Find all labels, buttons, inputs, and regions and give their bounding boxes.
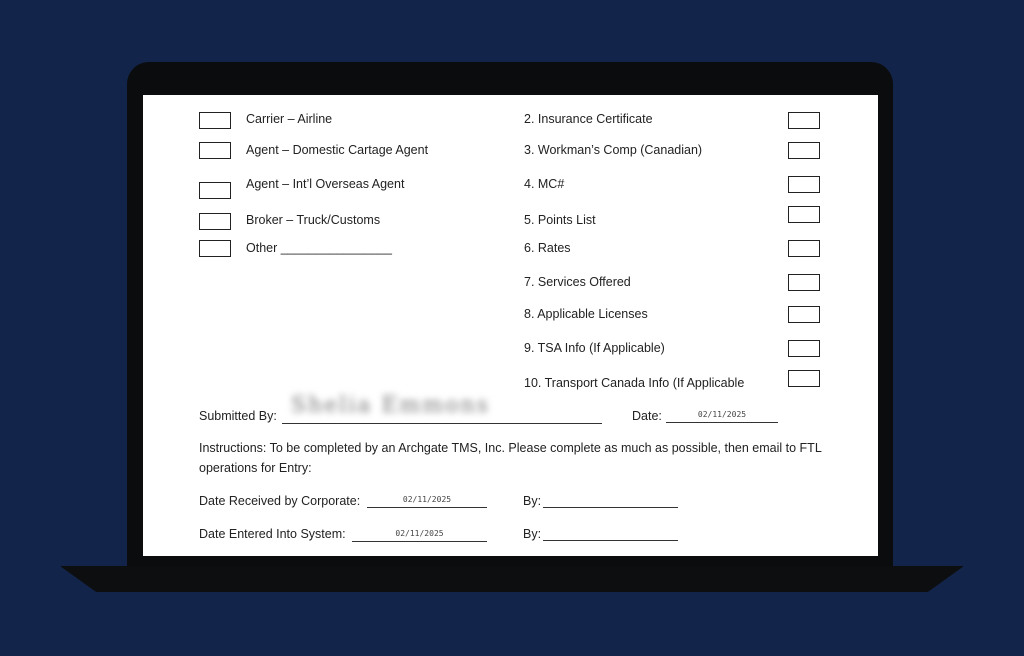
submitted-by-signature: Shelia Emmons	[291, 393, 490, 418]
submitted-date-field[interactable]: 02/11/2025	[666, 408, 778, 423]
checkbox-carrier-airline[interactable]	[199, 112, 231, 129]
checklist-label-licenses: 8. Applicable Licenses	[524, 307, 648, 321]
checkbox-agent-intl[interactable]	[199, 182, 231, 199]
checklist-label-workmans-comp: 3. Workman’s Comp (Canadian)	[524, 143, 703, 157]
option-label-other: Other ________________	[246, 241, 392, 255]
date-entered-label: Date Entered Into System:	[199, 527, 346, 541]
checkbox-transport-canada[interactable]	[788, 370, 820, 387]
received-by-field[interactable]	[543, 493, 678, 508]
checkbox-licenses[interactable]	[788, 306, 820, 323]
entered-by-field[interactable]	[543, 526, 678, 541]
checkbox-rates[interactable]	[788, 240, 820, 257]
checklist-label-services: 7. Services Offered	[524, 275, 631, 289]
received-by-label: By:	[523, 494, 542, 508]
checkbox-agent-domestic[interactable]	[199, 142, 231, 159]
checkbox-workmans-comp[interactable]	[788, 142, 820, 159]
option-label-broker: Broker – Truck/Customs	[246, 213, 381, 227]
date-entered-field[interactable]: 02/11/2025	[352, 527, 487, 542]
checklist-label-insurance: 2. Insurance Certificate	[524, 112, 653, 126]
checkbox-mc[interactable]	[788, 176, 820, 193]
submitted-date-label: Date:	[632, 409, 662, 423]
checklist-label-transport-canada: 10. Transport Canada Info (If Applicable	[524, 376, 745, 390]
checkbox-insurance[interactable]	[788, 112, 820, 129]
checklist-label-points-list: 5. Points List	[524, 213, 596, 227]
option-label-agent-domestic: Agent – Domestic Cartage Agent	[246, 143, 429, 157]
checkbox-other[interactable]	[199, 240, 231, 257]
checkbox-broker[interactable]	[199, 213, 231, 230]
checklist-label-tsa: 9. TSA Info (If Applicable)	[524, 341, 665, 355]
checklist-label-mc: 4. MC#	[524, 177, 565, 191]
laptop-base	[60, 566, 964, 592]
submitted-by-label: Submitted By:	[199, 409, 277, 423]
option-label-agent-intl: Agent – Int’l Overseas Agent	[246, 177, 405, 191]
checklist-label-rates: 6. Rates	[524, 241, 571, 255]
instructions-text: Instructions: To be completed by an Archgate TMS, Inc. Please complete as much as possible, then email to FTL operations for Entry:	[199, 441, 822, 475]
date-received-field[interactable]: 02/11/2025	[367, 493, 487, 508]
option-label-carrier-airline: Carrier – Airline	[246, 112, 333, 126]
entered-by-label: By:	[523, 527, 542, 541]
date-received-label: Date Received by Corporate:	[199, 494, 361, 508]
checkbox-points-list[interactable]	[788, 206, 820, 223]
checkbox-services[interactable]	[788, 274, 820, 291]
form-screen	[143, 95, 878, 556]
checkbox-tsa[interactable]	[788, 340, 820, 357]
